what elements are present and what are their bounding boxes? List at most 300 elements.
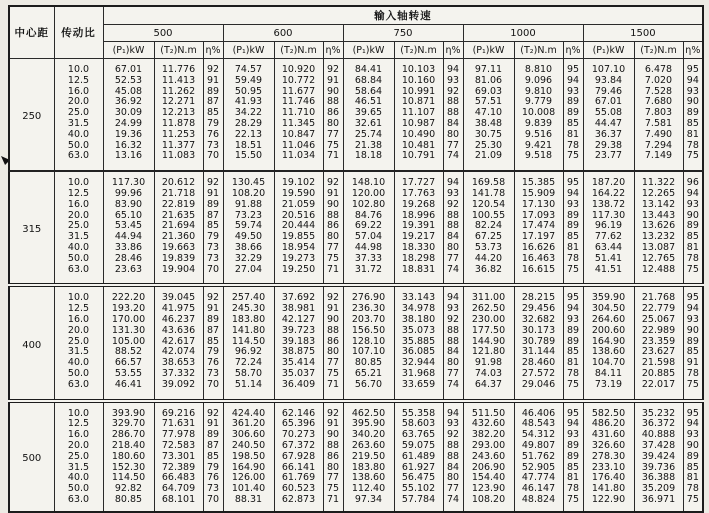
ratio-value: 63.0 [54,495,103,512]
power-value: 15.50 [223,151,274,171]
power-value: 278.30 [583,452,634,463]
power-value: 152.30 [103,463,154,474]
torque-value: 20.612 [154,171,203,189]
header-ratio: 传动比 [54,6,103,59]
power-value: 105.00 [103,337,154,348]
torque-value: 39.092 [154,380,203,401]
torque-value: 36.372 [634,419,683,430]
power-value: 59.74 [223,221,274,232]
ratio-value: 50.0 [54,369,103,380]
efficiency-value: 85 [563,119,583,130]
power-value: 97.11 [463,59,514,76]
power-value: 82.24 [463,221,514,232]
torque-value: 21.598 [634,358,683,369]
power-value: 21.09 [463,151,514,171]
torque-value: 7.581 [634,119,683,130]
power-value: 122.90 [583,495,634,512]
torque-value: 42.074 [154,347,203,358]
efficiency-value: 75 [323,369,343,380]
torque-value: 46.147 [514,484,563,495]
efficiency-value: 88 [323,326,343,337]
torque-value: 20.444 [274,221,323,232]
torque-value: 32.682 [514,315,563,326]
torque-value: 61.769 [274,473,323,484]
ratio-value: 12.5 [54,419,103,430]
power-value: 257.40 [223,285,274,304]
header-speed-600: 600 [223,25,343,42]
ratio-value: 50.0 [54,484,103,495]
efficiency-value: 90 [683,211,703,222]
torque-value: 23.627 [634,347,683,358]
efficiency-value: 70 [203,380,223,401]
power-value: 97.34 [343,495,394,512]
efficiency-value: 94 [443,59,463,76]
group-250 [9,59,703,172]
efficiency-value: 89 [563,211,583,222]
power-value: 36.92 [103,97,154,108]
torque-value: 19.102 [274,171,323,189]
power-value: 582.50 [583,401,634,420]
power-value: 104.70 [583,358,634,369]
power-value: 293.00 [463,441,514,452]
ratio-value: 25.0 [54,221,103,232]
torque-value: 8.810 [514,59,563,76]
header-center-distance: 中心距 [9,6,54,59]
ratio-value: 16.0 [54,315,103,326]
efficiency-value: 93 [683,87,703,98]
torque-value: 39.424 [634,452,683,463]
torque-value: 25.067 [634,315,683,326]
power-value: 37.33 [343,254,394,265]
torque-value: 7.803 [634,108,683,119]
table-header [9,6,703,59]
torque-value: 34.978 [394,304,443,315]
torque-value: 33.143 [394,285,443,304]
ratio-value: 10.0 [54,285,103,304]
power-value: 24.99 [103,119,154,130]
header-input-speed: 输入轴转速 [103,6,703,25]
ratio-value: 12.5 [54,304,103,315]
ratio-value: 20.0 [54,97,103,108]
ratio-value: 31.5 [54,463,103,474]
torque-value: 11.262 [154,87,203,98]
efficiency-value: 91 [323,189,343,200]
efficiency-value: 84 [443,119,463,130]
table-row [9,304,703,315]
efficiency-value: 88 [323,441,343,452]
torque-value: 73.301 [154,452,203,463]
ratio-value: 20.0 [54,211,103,222]
efficiency-value: 77 [443,484,463,495]
power-value: 164.90 [223,463,274,474]
efficiency-value: 88 [443,452,463,463]
torque-value: 38.981 [274,304,323,315]
efficiency-value: 93 [443,419,463,430]
torque-value: 11.377 [154,141,203,152]
table-row [9,419,703,430]
table-row [9,265,703,286]
torque-value: 17.197 [514,232,563,243]
efficiency-value: 73 [203,141,223,152]
table-row [9,59,703,76]
torque-value: 10.160 [394,76,443,87]
power-value: 359.90 [583,285,634,304]
efficiency-value: 88 [323,97,343,108]
power-value: 74.03 [463,369,514,380]
efficiency-value: 73 [203,254,223,265]
torque-value: 17.474 [514,221,563,232]
gear-spec-table [8,5,704,513]
torque-value: 22.779 [634,304,683,315]
ratio-value: 16.0 [54,200,103,211]
power-value: 102.80 [343,200,394,211]
ratio-value: 40.0 [54,473,103,484]
ratio-value: 12.5 [54,76,103,87]
torque-value: 35.232 [634,401,683,420]
table-row [9,347,703,358]
center-distance-value: 315 [9,171,54,285]
table-row [9,452,703,463]
power-value: 32.61 [343,119,394,130]
power-value: 16.32 [103,141,154,152]
torque-value: 37.692 [274,285,323,304]
ratio-value: 31.5 [54,119,103,130]
efficiency-value: 94 [563,304,583,315]
ratio-value: 10.0 [54,401,103,420]
power-value: 81.06 [463,76,514,87]
torque-value: 12.271 [154,97,203,108]
power-value: 84.11 [583,369,634,380]
power-value: 222.20 [103,285,154,304]
efficiency-value: 94 [563,189,583,200]
torque-value: 11.746 [274,97,323,108]
efficiency-value: 88 [443,97,463,108]
header-power: (P₁)kW [463,42,514,59]
torque-value: 19.391 [394,221,443,232]
torque-value: 15.385 [514,171,563,189]
group-500 [9,401,703,512]
power-value: 138.60 [343,473,394,484]
table-row [9,401,703,420]
efficiency-value: 86 [323,108,343,119]
center-distance-value: 500 [9,401,54,512]
efficiency-value: 73 [203,243,223,254]
torque-value: 19.250 [274,265,323,286]
header-efficiency: η% [443,42,463,59]
torque-value: 19.273 [274,254,323,265]
power-value: 84.41 [343,59,394,76]
ratio-value: 63.0 [54,151,103,171]
efficiency-value: 81 [683,130,703,141]
torque-value: 55.358 [394,401,443,420]
header-efficiency: η% [563,42,583,59]
torque-value: 7.680 [634,97,683,108]
efficiency-value: 85 [203,337,223,348]
torque-value: 18.831 [394,265,443,286]
torque-value: 7.490 [634,130,683,141]
power-value: 65.10 [103,211,154,222]
power-value: 30.09 [103,108,154,119]
group-400 [9,285,703,400]
power-value: 340.20 [343,430,394,441]
power-value: 117.30 [103,171,154,189]
power-value: 46.51 [343,97,394,108]
efficiency-value: 84 [443,232,463,243]
efficiency-value: 91 [323,419,343,430]
torque-value: 19.590 [274,189,323,200]
power-value: 88.31 [223,495,274,512]
power-value: 18.18 [343,151,394,171]
torque-value: 27.572 [514,369,563,380]
torque-value: 12.213 [154,108,203,119]
torque-value: 22.017 [634,380,683,401]
torque-value: 21.768 [634,285,683,304]
torque-value: 47.774 [514,473,563,484]
efficiency-value: 77 [443,369,463,380]
power-value: 108.20 [463,495,514,512]
efficiency-value: 88 [323,211,343,222]
efficiency-value: 91 [203,304,223,315]
power-value: 69.22 [343,221,394,232]
efficiency-value: 71 [323,151,343,171]
torque-value: 21.059 [274,200,323,211]
power-value: 73.19 [583,380,634,401]
torque-value: 37.332 [154,369,203,380]
torque-value: 39.045 [154,285,203,304]
efficiency-value: 92 [323,59,343,76]
power-value: 38.66 [223,243,274,254]
efficiency-value: 78 [683,369,703,380]
power-value: 96.19 [583,221,634,232]
power-value: 45.08 [103,87,154,98]
torque-value: 31.144 [514,347,563,358]
header-torque: (T₂)N.m [154,42,203,59]
torque-value: 11.083 [154,151,203,171]
efficiency-value: 74 [443,265,463,286]
ratio-value: 16.0 [54,87,103,98]
torque-value: 60.523 [274,484,323,495]
torque-value: 19.839 [154,254,203,265]
torque-value: 56.475 [394,473,443,484]
power-value: 431.60 [583,430,634,441]
torque-value: 13.232 [634,232,683,243]
efficiency-value: 76 [203,130,223,141]
efficiency-value: 87 [203,97,223,108]
power-value: 128.10 [343,337,394,348]
header-power: (P₁)kW [103,42,154,59]
power-value: 177.50 [463,326,514,337]
torque-value: 19.855 [274,232,323,243]
power-value: 233.10 [583,463,634,474]
efficiency-value: 95 [563,171,583,189]
power-value: 72.24 [223,358,274,369]
power-value: 138.72 [583,200,634,211]
power-value: 92.82 [103,484,154,495]
power-value: 304.50 [583,304,634,315]
efficiency-value: 74 [443,151,463,171]
efficiency-value: 94 [683,189,703,200]
header-efficiency: η% [683,42,703,59]
efficiency-value: 95 [563,59,583,76]
torque-value: 49.807 [514,441,563,452]
power-value: 144.90 [463,337,514,348]
power-value: 67.01 [103,59,154,76]
efficiency-value: 94 [563,76,583,87]
power-value: 148.10 [343,171,394,189]
efficiency-value: 76 [203,473,223,484]
torque-value: 68.101 [154,495,203,512]
torque-value: 7.294 [634,141,683,152]
table-row [9,358,703,369]
torque-value: 17.130 [514,200,563,211]
efficiency-value: 77 [323,473,343,484]
power-value: 39.65 [343,108,394,119]
efficiency-value: 85 [203,452,223,463]
torque-value: 70.273 [274,430,323,441]
torque-value: 46.237 [154,315,203,326]
torque-value: 10.481 [394,141,443,152]
power-value: 170.00 [103,315,154,326]
efficiency-value: 92 [203,171,223,189]
torque-value: 59.075 [394,441,443,452]
efficiency-value: 93 [563,200,583,211]
torque-value: 10.871 [394,97,443,108]
power-value: 63.44 [583,243,634,254]
torque-value: 12.265 [634,189,683,200]
table-row [9,254,703,265]
power-value: 187.20 [583,171,634,189]
power-value: 218.40 [103,441,154,452]
header-efficiency: η% [203,42,223,59]
power-value: 56.70 [343,380,394,401]
power-value: 486.20 [583,419,634,430]
torque-value: 9.518 [514,151,563,171]
ratio-value: 10.0 [54,171,103,189]
efficiency-value: 90 [683,326,703,337]
power-value: 131.30 [103,326,154,337]
power-value: 123.90 [463,484,514,495]
torque-value: 36.388 [634,473,683,484]
torque-value: 11.776 [154,59,203,76]
efficiency-value: 92 [323,171,343,189]
efficiency-value: 89 [683,221,703,232]
torque-value: 30.173 [514,326,563,337]
efficiency-value: 80 [443,130,463,141]
efficiency-value: 80 [323,347,343,358]
efficiency-value: 87 [203,326,223,337]
torque-value: 35.037 [274,369,323,380]
efficiency-value: 85 [563,463,583,474]
power-value: 240.50 [223,441,274,452]
table-row [9,211,703,222]
torque-value: 11.413 [154,76,203,87]
efficiency-value: 74 [443,380,463,401]
torque-value: 67.372 [274,441,323,452]
torque-value: 21.635 [154,211,203,222]
efficiency-value: 94 [563,419,583,430]
torque-value: 71.631 [154,419,203,430]
table-row [9,171,703,189]
power-value: 88.52 [103,347,154,358]
power-value: 286.70 [103,430,154,441]
efficiency-value: 91 [323,76,343,87]
efficiency-value: 88 [443,326,463,337]
efficiency-value: 94 [443,171,463,189]
header-torque: (T₂)N.m [274,42,323,59]
efficiency-value: 88 [443,108,463,119]
torque-value: 36.971 [634,495,683,512]
efficiency-value: 73 [203,484,223,495]
torque-value: 13.626 [634,221,683,232]
power-value: 117.30 [583,211,634,222]
power-value: 99.96 [103,189,154,200]
table-row [9,337,703,348]
torque-value: 11.107 [394,108,443,119]
efficiency-value: 93 [443,304,463,315]
table-row [9,243,703,254]
power-value: 154.40 [463,473,514,484]
efficiency-value: 80 [323,463,343,474]
efficiency-value: 73 [203,369,223,380]
power-value: 114.50 [103,473,154,484]
power-value: 44.47 [583,119,634,130]
efficiency-value: 77 [323,243,343,254]
torque-value: 13.443 [634,211,683,222]
ratio-value: 63.0 [54,265,103,286]
torque-value: 63.765 [394,430,443,441]
power-value: 276.90 [343,285,394,304]
efficiency-value: 94 [443,285,463,304]
torque-value: 23.359 [634,337,683,348]
efficiency-value: 70 [203,151,223,171]
torque-value: 13.142 [634,200,683,211]
table-row [9,97,703,108]
power-value: 91.98 [463,358,514,369]
efficiency-value: 87 [203,441,223,452]
torque-value: 77.978 [154,430,203,441]
efficiency-value: 70 [203,265,223,286]
efficiency-value: 93 [443,76,463,87]
efficiency-value: 93 [563,87,583,98]
torque-value: 9.096 [514,76,563,87]
torque-value: 19.663 [154,243,203,254]
torque-value: 6.478 [634,59,683,76]
efficiency-value: 89 [683,452,703,463]
efficiency-value: 78 [563,141,583,152]
torque-value: 17.763 [394,189,443,200]
efficiency-value: 89 [563,221,583,232]
power-value: 203.70 [343,315,394,326]
efficiency-value: 75 [323,254,343,265]
torque-value: 15.909 [514,189,563,200]
table-row [9,315,703,326]
torque-value: 17.727 [394,171,443,189]
ratio-value: 31.5 [54,347,103,358]
table-row [9,141,703,152]
torque-value: 17.093 [514,211,563,222]
ratio-value: 40.0 [54,358,103,369]
power-value: 193.20 [103,304,154,315]
table-row [9,285,703,304]
efficiency-value: 79 [203,119,223,130]
efficiency-value: 80 [323,232,343,243]
header-power: (P₁)kW [583,42,634,59]
efficiency-value: 89 [203,315,223,326]
efficiency-value: 93 [683,315,703,326]
power-value: 25.30 [463,141,514,152]
efficiency-value: 93 [563,430,583,441]
efficiency-value: 79 [203,232,223,243]
